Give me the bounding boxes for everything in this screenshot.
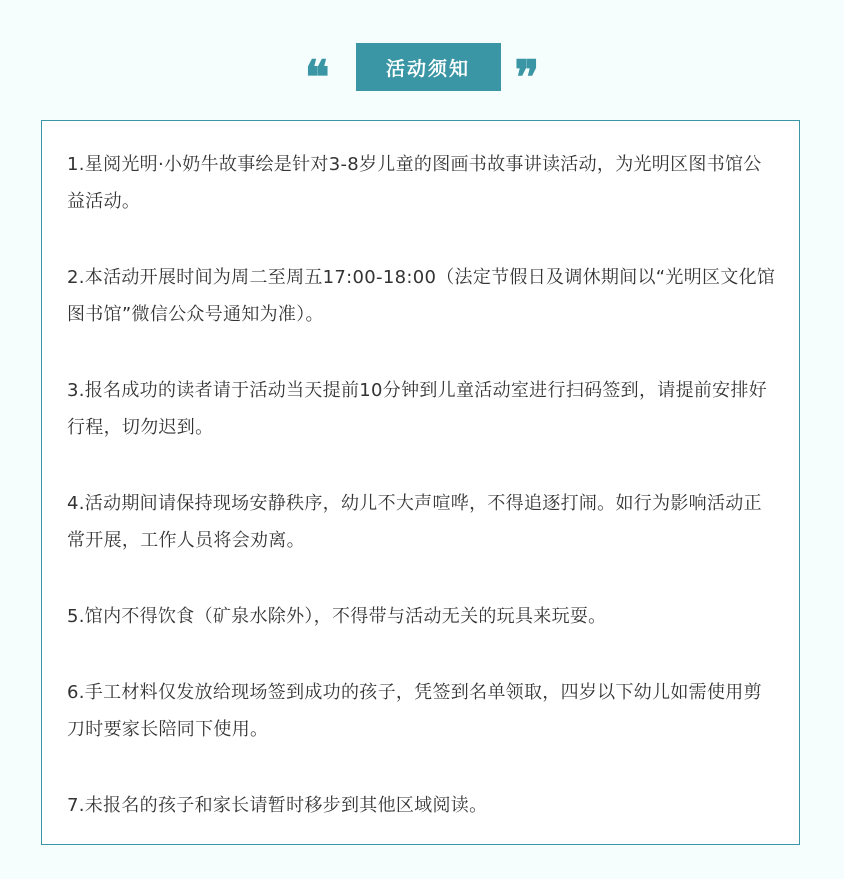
notice-item-6: 6.手工材料仅发放给现场签到成功的孩子，凭签到名单领取，四岁以下幼儿如需使用剪刀时要家长陪同下使用。 — [67, 682, 762, 740]
notice-item-4: 4.活动期间请保持现场安静秩序，幼儿不大声喧哗，不得追逐打闹。如行为影响活动正常开展，工作人员将会劝离。 — [67, 493, 762, 551]
notice-item-1: 1.星阅光明·小奶牛故事绘是针对3-8岁儿童的图画书故事讲读活动，为光明区图书馆公益活动。 — [67, 154, 762, 212]
notice-item-2: 2.本活动开展时间为周二至周五17:00-18:00（法定节假日及调休期间以“光明区文化馆图书馆”微信公众号通知为准）。 — [67, 267, 776, 325]
section-header — [0, 43, 844, 104]
notice-box — [41, 120, 800, 845]
notice-item-5: 5.馆内不得饮食（矿泉水除外），不得带与活动无关的玩具来玩耍。 — [67, 606, 607, 627]
right-quote-icon: ❞ — [514, 50, 540, 104]
section-title: 活动须知 — [356, 43, 501, 91]
notice-item-7: 7.未报名的孩子和家长请暂时移步到其他区域阅读。 — [67, 795, 488, 816]
notice-item-3: 3.报名成功的读者请于活动当天提前10分钟到儿童活动室进行扫码签到，请提前安排好行程，切勿迟到。 — [67, 380, 768, 438]
notice-list — [67, 146, 779, 863]
left-quote-icon: ❝ — [304, 50, 330, 104]
